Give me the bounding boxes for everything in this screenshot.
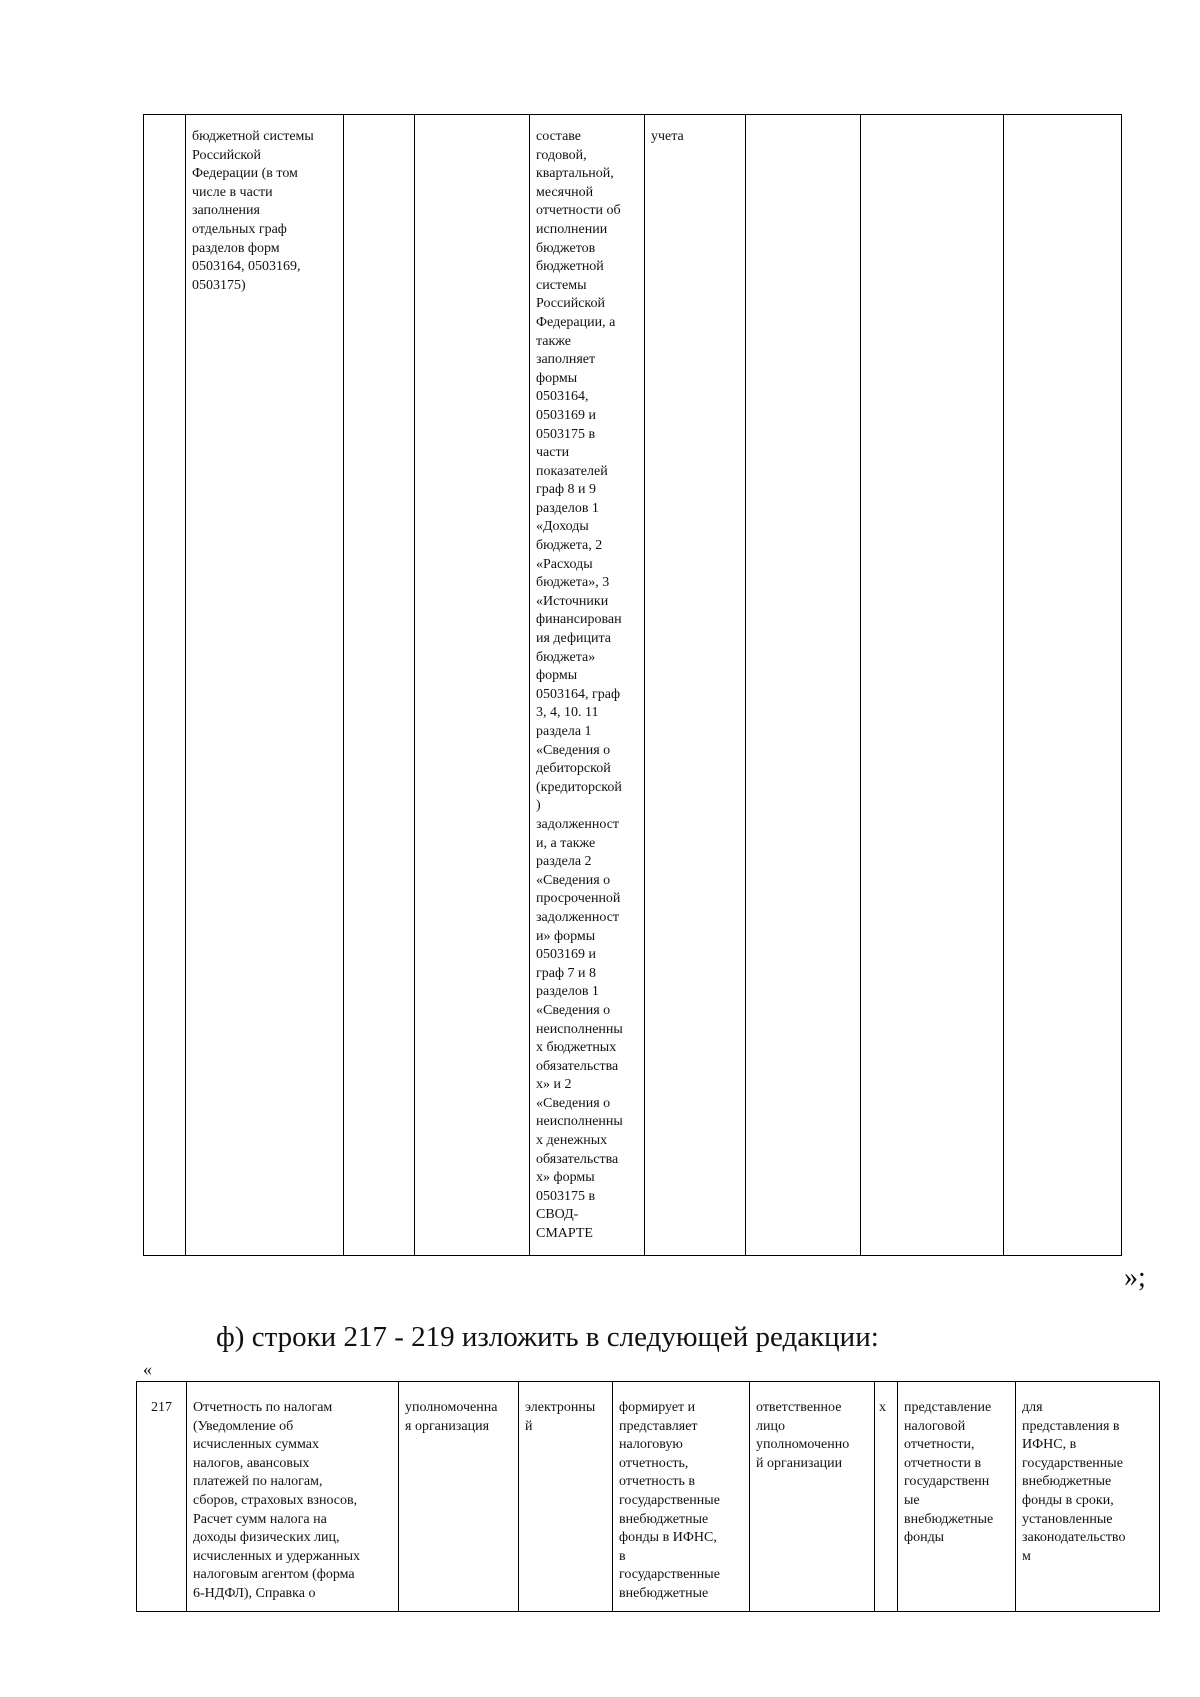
table-cell [861,115,1004,1255]
table-cell: x [875,1382,898,1611]
table-cell [1004,115,1122,1255]
table-cell: электронны й [519,1382,613,1611]
table-cell: для представления в ИФНС, в государственные внебюджетные фонды в сроки, установленные законодательство м [1022,1400,1126,1564]
table-cell [143,115,186,1255]
table-cell: составе годовой, квартальной, месячной отчетности об исполнении бюджетов бюджетной системы Российской Федерации, а также заполняет формы 0503164, 0503169 и 0503175 в части показателей граф 8 и 9 разделов 1 «Доходы бюджета, 2 «Расходы бюджета», 3 «Источники финансирован ия дефицита бюджета» формы 0503164, граф 3, 4, 10. 11 раздела 1 «Сведения о дебиторской (кредиторской ) задолженност и, а также раздела 2 «Сведения о просроченной задолженност и» формы 0503169 и граф 7 и 8 разделов 1 «Сведения о неисполненны х бюджетных обязательства х» и 2 «Сведения о неисполненны х денежных обязательства х» формы 0503175 в СВОД- СМАРТЕ [530,115,645,1255]
row-number-cell: 217 [137,1382,187,1611]
table-cell [344,115,415,1255]
table-cell: представление налоговой отчетности, отчетности в государственн ые внебюджетные фонды [898,1382,1016,1611]
table-cell [415,115,530,1255]
continued-table [143,114,1122,1256]
closing-quote: »; [1124,1262,1146,1293]
replacement-table [136,1381,1160,1612]
table-cell: уполномоченна я организация [399,1382,519,1611]
section-heading: ф) строки 217 - 219 изложить в следующей редакции: [216,1321,879,1353]
opening-quote: « [143,1359,152,1379]
table-cell: бюджетной системы Российской Федерации (в том числе в части заполнения отдельных граф разделов форм 0503164, 0503169, 0503175) [186,115,344,1255]
table-cell [746,115,861,1255]
table-cell: формирует и представляет налоговую отчетность, отчетность в государственные внебюджетные фонды в ИФНС, в государственные внебюджетные [613,1382,750,1611]
table-cell: ответственное лицо уполномоченно й организации [750,1382,875,1611]
table-cell: Отчетность по налогам (Уведомление об исчисленных суммах налогов, авансовых платежей по налогам, сборов, страховых взносов, Расчет сумм налога на доходы физических лиц, исчисленных и удержанных налоговым агентом (форма 6-НДФЛ), Справка о [187,1382,399,1611]
table-cell: учета [645,115,746,1255]
